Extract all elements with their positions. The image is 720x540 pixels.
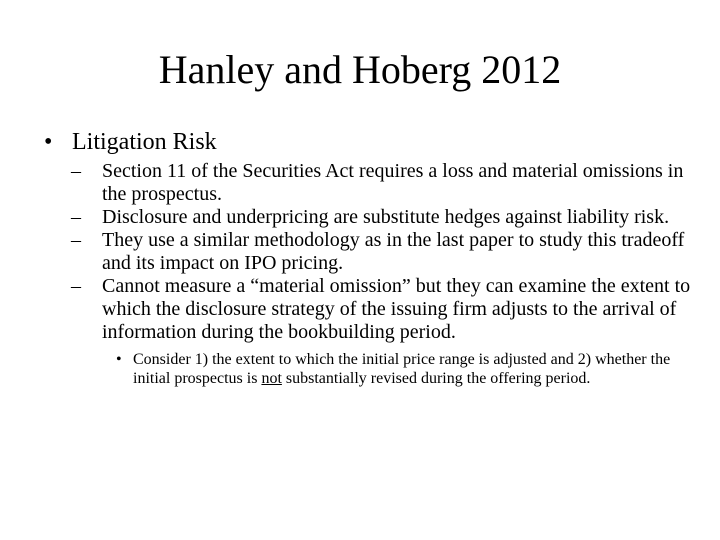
bullet-marker: •	[44, 129, 53, 155]
dash-marker: –	[71, 160, 81, 182]
sub-bullet-text: Disclosure and underpricing are substitute hedges against liability risk.	[102, 206, 670, 228]
sub-bullet-item	[44, 206, 694, 229]
bullet-marker: •	[116, 351, 122, 368]
dash-marker: –	[71, 206, 81, 228]
sub-bullet-item	[44, 160, 694, 206]
sub-bullet-item	[44, 275, 694, 344]
sub-bullet-text: They use a similar methodology as in the last paper to study this tradeoff and its impact on IPO pricing.	[102, 229, 685, 274]
slide-content	[44, 128, 694, 388]
slide-title: Hanley and Hoberg 2012	[158, 47, 562, 92]
dash-marker: –	[71, 229, 81, 251]
sub-bullet-item	[44, 229, 694, 275]
main-bullet-text: Litigation Risk	[72, 129, 217, 155]
sub-bullet-text: Section 11 of the Securities Act requires a loss and material omissions in the prospectus.	[102, 160, 684, 205]
sub-sub-bullet-text-after: substantially revised during the offering period.	[281, 370, 591, 387]
sub-bullet-text: Cannot measure a “material omission” but they can examine the extent to which the disclosure strategy of the issuing firm adjusts to the arrival of information during the bookbuilding period.	[102, 275, 691, 343]
dash-marker: –	[71, 275, 81, 297]
sub-bullet-list	[44, 160, 694, 344]
sub-sub-bullet-text-before: Consider 1) the extent to which the initial price range is adjusted and 2) whether the initial prospectus is	[133, 351, 671, 387]
sub-sub-bullet-item	[44, 350, 694, 388]
main-bullet-item	[44, 128, 694, 156]
underlined-emphasis: not	[261, 370, 282, 387]
